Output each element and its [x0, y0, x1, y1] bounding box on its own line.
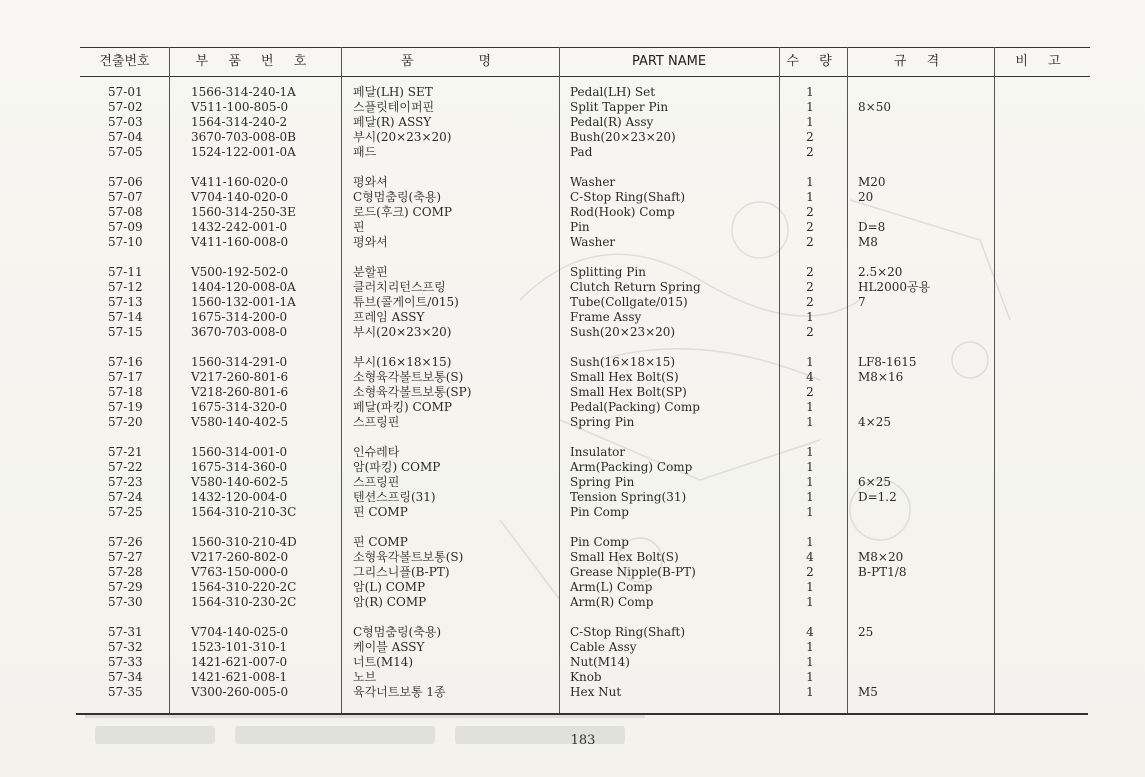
part-number: 1564-310-230-2C — [191, 595, 297, 609]
english-part-name: Pedal(LH) Set — [570, 85, 656, 99]
english-part-name: Pin Comp — [570, 505, 629, 519]
row-group — [80, 625, 1090, 700]
quantity: 1 — [806, 85, 814, 99]
quantity: 1 — [806, 670, 814, 684]
part-key-number: 57-12 — [108, 280, 143, 294]
table-row — [80, 685, 1090, 700]
english-part-name: Splitting Pin — [570, 265, 646, 279]
part-number: V217-260-801-6 — [191, 370, 289, 384]
part-number: V511-100-805-0 — [191, 100, 289, 114]
quantity: 2 — [806, 145, 814, 159]
quantity: 2 — [806, 565, 814, 579]
header-spec: 규 격 — [893, 54, 948, 69]
table-row — [80, 460, 1090, 475]
quantity: 2 — [806, 205, 814, 219]
specification: 8×50 — [858, 100, 891, 114]
korean-part-name: 클러치리턴스프링 — [353, 280, 446, 294]
part-number: 1675-314-360-0 — [191, 460, 288, 474]
specification: M8×20 — [858, 550, 904, 564]
part-number: V580-140-402-5 — [191, 415, 289, 429]
group-spacer — [80, 250, 1090, 265]
table-row — [80, 355, 1090, 370]
table-row — [80, 235, 1090, 250]
english-part-name: Cable Assy — [570, 640, 637, 654]
part-number: V500-192-502-0 — [191, 265, 289, 279]
part-number: 1566-314-240-1A — [191, 85, 296, 99]
header-part-name: PART NAME — [631, 54, 707, 69]
quantity: 2 — [806, 280, 814, 294]
part-key-number: 57-33 — [108, 655, 143, 669]
quantity: 1 — [806, 115, 814, 129]
part-key-number: 57-31 — [108, 625, 143, 639]
korean-part-name: 핀 COMP — [353, 505, 408, 519]
specification: D=1.2 — [858, 490, 897, 504]
korean-part-name: 그리스니플(B-PT) — [353, 565, 450, 579]
part-key-number: 57-02 — [108, 100, 143, 114]
quantity: 1 — [806, 445, 814, 459]
english-part-name: C-Stop Ring(Shaft) — [570, 190, 686, 204]
english-part-name: Arm(R) Comp — [570, 595, 654, 609]
table-bottom-rule — [76, 713, 1088, 715]
english-part-name: Small Hex Bolt(S) — [570, 550, 679, 564]
part-number: 1675-314-200-0 — [191, 310, 288, 324]
korean-part-name: 페달(LH) SET — [353, 85, 433, 99]
part-number: 1432-242-001-0 — [191, 220, 288, 234]
row-group — [80, 355, 1090, 430]
quantity: 4 — [806, 550, 814, 564]
quantity: 1 — [806, 400, 814, 414]
korean-part-name: 분할핀 — [353, 265, 388, 279]
part-number: V763-150-000-0 — [191, 565, 289, 579]
english-part-name: Small Hex Bolt(S) — [570, 370, 679, 384]
row-group — [80, 265, 1090, 340]
specification: 2.5×20 — [858, 265, 903, 279]
group-spacer — [80, 430, 1090, 445]
quantity: 1 — [806, 190, 814, 204]
part-key-number: 57-23 — [108, 475, 143, 489]
korean-part-name: 소형육각볼트보통(SP) — [353, 385, 472, 399]
english-part-name: Tube(Collgate/015) — [570, 295, 688, 309]
group-spacer — [80, 520, 1090, 535]
korean-part-name: 너트(M14) — [353, 655, 414, 669]
part-number: 3670-703-008-0B — [191, 130, 296, 144]
korean-part-name: 암(R) COMP — [353, 595, 427, 609]
quantity: 2 — [806, 295, 814, 309]
part-key-number: 57-10 — [108, 235, 143, 249]
quantity: 2 — [806, 235, 814, 249]
english-part-name: Split Tapper Pin — [570, 100, 669, 114]
quantity: 1 — [806, 685, 814, 699]
quantity: 4 — [806, 370, 814, 384]
part-key-number: 57-06 — [108, 175, 143, 189]
english-part-name: Hex Nut — [570, 685, 622, 699]
header-note: 비 고 — [1015, 54, 1069, 69]
part-key-number: 57-30 — [108, 595, 143, 609]
korean-part-name: 부시(16×18×15) — [353, 355, 452, 369]
header-korean-name — [341, 48, 559, 76]
korean-part-name: 핀 COMP — [353, 535, 408, 549]
part-number: 1421-621-008-1 — [191, 670, 288, 684]
table-row — [80, 115, 1090, 130]
korean-part-name: 페달(R) ASSY — [353, 115, 432, 129]
part-key-number: 57-29 — [108, 580, 143, 594]
part-number: 1421-621-007-0 — [191, 655, 288, 669]
english-part-name: Clutch Return Spring — [570, 280, 701, 294]
part-number: 1560-314-001-0 — [191, 445, 288, 459]
part-number: V411-160-020-0 — [191, 175, 289, 189]
english-part-name: C-Stop Ring(Shaft) — [570, 625, 686, 639]
header-quantity: 수 량 — [786, 54, 840, 69]
specification: 25 — [858, 625, 874, 639]
korean-part-name: 로드(후크) COMP — [353, 205, 452, 219]
korean-part-name: 평와셔 — [353, 175, 388, 189]
quantity: 1 — [806, 655, 814, 669]
specification: M20 — [858, 175, 886, 189]
specification: 20 — [858, 190, 874, 204]
quantity: 1 — [806, 175, 814, 189]
part-number: 1564-314-240-2 — [191, 115, 288, 129]
english-part-name: Grease Nipple(B-PT) — [570, 565, 696, 579]
korean-part-name: 평와셔 — [353, 235, 388, 249]
part-key-number: 57-32 — [108, 640, 143, 654]
korean-part-name: 육각너트보통 1종 — [353, 685, 446, 699]
table-row — [80, 640, 1090, 655]
part-number: V411-160-008-0 — [191, 235, 289, 249]
table-row — [80, 400, 1090, 415]
english-part-name: Rod(Hook) Comp — [570, 205, 675, 219]
table-row — [80, 535, 1090, 550]
part-key-number: 57-19 — [108, 400, 143, 414]
header-korean-name-2: 명 — [478, 54, 499, 69]
part-key-number: 57-28 — [108, 565, 143, 579]
korean-part-name: 부시(20×23×20) — [353, 325, 452, 339]
table-row — [80, 175, 1090, 190]
quantity: 2 — [806, 325, 814, 339]
row-group — [80, 535, 1090, 610]
quantity: 1 — [806, 100, 814, 114]
quantity: 1 — [806, 310, 814, 324]
table-row — [80, 415, 1090, 430]
specification: M5 — [858, 685, 878, 699]
part-key-number: 57-17 — [108, 370, 143, 384]
group-spacer — [80, 610, 1090, 625]
specification: 6×25 — [858, 475, 891, 489]
table-row — [80, 205, 1090, 220]
quantity: 2 — [806, 130, 814, 144]
korean-part-name: 스플릿테이퍼핀 — [353, 100, 435, 114]
korean-part-name: 핀 — [353, 220, 365, 234]
quantity: 1 — [806, 505, 814, 519]
table-row — [80, 130, 1090, 145]
specification: B-PT1/8 — [858, 565, 907, 579]
table-row — [80, 220, 1090, 235]
english-part-name: Washer — [570, 235, 616, 249]
table-row — [80, 100, 1090, 115]
quantity: 2 — [806, 385, 814, 399]
english-part-name: Pin — [570, 220, 590, 234]
korean-part-name: 암(L) COMP — [353, 580, 426, 594]
table-row — [80, 565, 1090, 580]
part-key-number: 57-24 — [108, 490, 143, 504]
part-key-number: 57-16 — [108, 355, 143, 369]
table-row — [80, 295, 1090, 310]
part-number: V704-140-020-0 — [191, 190, 289, 204]
quantity: 1 — [806, 535, 814, 549]
part-key-number: 57-25 — [108, 505, 143, 519]
table-row — [80, 325, 1090, 340]
korean-part-name: 프레임 ASSY — [353, 310, 425, 324]
english-part-name: Frame Assy — [570, 310, 642, 324]
part-number: V217-260-802-0 — [191, 550, 289, 564]
english-part-name: Arm(Packing) Comp — [570, 460, 693, 474]
part-key-number: 57-09 — [108, 220, 143, 234]
english-part-name: Spring Pin — [570, 475, 635, 489]
quantity: 1 — [806, 640, 814, 654]
header-korean-name-1: 품 — [401, 54, 422, 69]
part-number: 1564-310-210-3C — [191, 505, 297, 519]
table-row — [80, 475, 1090, 490]
parts-table — [80, 47, 1090, 715]
header-part-number: 부 품 번 호 — [195, 54, 315, 69]
korean-part-name: 소형육각볼트보통(S) — [353, 550, 464, 564]
table-row — [80, 310, 1090, 325]
quantity: 1 — [806, 595, 814, 609]
english-part-name: Pin Comp — [570, 535, 629, 549]
part-number: V218-260-801-6 — [191, 385, 289, 399]
quantity: 4 — [806, 625, 814, 639]
table-row — [80, 550, 1090, 565]
part-key-number: 57-11 — [108, 265, 143, 279]
quantity: 2 — [806, 220, 814, 234]
part-key-number: 57-21 — [108, 445, 143, 459]
part-number: V580-140-602-5 — [191, 475, 289, 489]
part-key-number: 57-07 — [108, 190, 143, 204]
korean-part-name: 인슈레타 — [353, 445, 400, 459]
specification: 4×25 — [858, 415, 891, 429]
part-number: 1404-120-008-0A — [191, 280, 296, 294]
table-row — [80, 625, 1090, 640]
specification: M8 — [858, 235, 878, 249]
quantity: 1 — [806, 490, 814, 504]
part-key-number: 57-08 — [108, 205, 143, 219]
english-part-name: Pedal(Packing) Comp — [570, 400, 700, 414]
part-key-number: 57-22 — [108, 460, 143, 474]
part-number: V300-260-005-0 — [191, 685, 289, 699]
table-row — [80, 580, 1090, 595]
english-part-name: Bush(20×23×20) — [570, 130, 676, 144]
quantity: 1 — [806, 475, 814, 489]
english-part-name: Spring Pin — [570, 415, 635, 429]
korean-part-name: 노브 — [353, 670, 377, 684]
english-part-name: Insulator — [570, 445, 626, 459]
part-number: 1675-314-320-0 — [191, 400, 288, 414]
group-spacer — [80, 160, 1090, 175]
part-key-number: 57-01 — [108, 85, 143, 99]
korean-part-name: 암(파킹) COMP — [353, 460, 441, 474]
part-key-number: 57-27 — [108, 550, 143, 564]
korean-part-name: 케이블 ASSY — [353, 640, 425, 654]
korean-part-name: 부시(20×23×20) — [353, 130, 452, 144]
korean-part-name: 패드 — [353, 145, 377, 159]
part-number: 1560-310-210-4D — [191, 535, 297, 549]
part-key-number: 57-15 — [108, 325, 143, 339]
english-part-name: Knob — [570, 670, 602, 684]
table-header — [80, 47, 1090, 77]
english-part-name: Small Hex Bolt(SP) — [570, 385, 687, 399]
mirrored-caption-bleed — [85, 715, 645, 758]
table-row — [80, 490, 1090, 505]
english-part-name: Arm(L) Comp — [570, 580, 653, 594]
specification: D=8 — [858, 220, 886, 234]
part-key-number: 57-35 — [108, 685, 143, 699]
table-row — [80, 655, 1090, 670]
part-number: 1524-122-001-0A — [191, 145, 296, 159]
part-number: 1560-314-291-0 — [191, 355, 288, 369]
english-part-name: Pedal(R) Assy — [570, 115, 654, 129]
part-key-number: 57-05 — [108, 145, 143, 159]
part-number: 1560-314-250-3E — [191, 205, 296, 219]
table-row — [80, 370, 1090, 385]
table-row — [80, 595, 1090, 610]
part-number: 1564-310-220-2C — [191, 580, 297, 594]
part-number: 1560-132-001-1A — [191, 295, 296, 309]
quantity: 1 — [806, 580, 814, 594]
table-row — [80, 145, 1090, 160]
part-key-number: 57-04 — [108, 130, 143, 144]
part-number: V704-140-025-0 — [191, 625, 289, 639]
korean-part-name: 텐션스프링(31) — [353, 490, 436, 504]
specification: HL2000공용 — [858, 280, 931, 294]
row-group — [80, 175, 1090, 250]
table-body — [80, 85, 1090, 700]
table-row — [80, 385, 1090, 400]
korean-part-name: 스프링핀 — [353, 415, 400, 429]
part-number: 1523-101-310-1 — [191, 640, 288, 654]
part-number: 3670-703-008-0 — [191, 325, 288, 339]
korean-part-name: 튜브(콜게이트/015) — [353, 295, 459, 309]
part-key-number: 57-03 — [108, 115, 143, 129]
part-key-number: 57-18 — [108, 385, 143, 399]
header-key-no: 견출번호 — [99, 54, 150, 69]
part-key-number: 57-14 — [108, 310, 143, 324]
table-row — [80, 670, 1090, 685]
quantity: 2 — [806, 265, 814, 279]
part-key-number: 57-13 — [108, 295, 143, 309]
english-part-name: Tension Spring(31) — [570, 490, 687, 504]
row-group — [80, 445, 1090, 520]
part-number: 1432-120-004-0 — [191, 490, 288, 504]
english-part-name: Sush(16×18×15) — [570, 355, 676, 369]
english-part-name: Pad — [570, 145, 593, 159]
quantity: 1 — [806, 415, 814, 429]
row-group — [80, 85, 1090, 160]
part-key-number: 57-26 — [108, 535, 143, 549]
group-spacer — [80, 340, 1090, 355]
korean-part-name: 페달(파킹) COMP — [353, 400, 452, 414]
quantity: 1 — [806, 355, 814, 369]
korean-part-name: C형멈춤링(축용) — [353, 190, 442, 204]
specification: 7 — [858, 295, 866, 309]
table-row — [80, 265, 1090, 280]
table-row — [80, 280, 1090, 295]
english-part-name: Nut(M14) — [570, 655, 630, 669]
korean-part-name: 소형육각볼트보통(S) — [353, 370, 464, 384]
english-part-name: Sush(20×23×20) — [570, 325, 676, 339]
korean-part-name: 스프링핀 — [353, 475, 400, 489]
quantity: 1 — [806, 460, 814, 474]
korean-part-name: C형멈춤링(축용) — [353, 625, 442, 639]
table-row — [80, 505, 1090, 520]
table-row — [80, 85, 1090, 100]
specification: M8×16 — [858, 370, 904, 384]
page-number: 183 — [570, 733, 596, 748]
part-key-number: 57-34 — [108, 670, 143, 684]
english-part-name: Washer — [570, 175, 616, 189]
part-key-number: 57-20 — [108, 415, 143, 429]
table-row — [80, 445, 1090, 460]
specification: LF8-1615 — [858, 355, 917, 369]
table-row — [80, 190, 1090, 205]
